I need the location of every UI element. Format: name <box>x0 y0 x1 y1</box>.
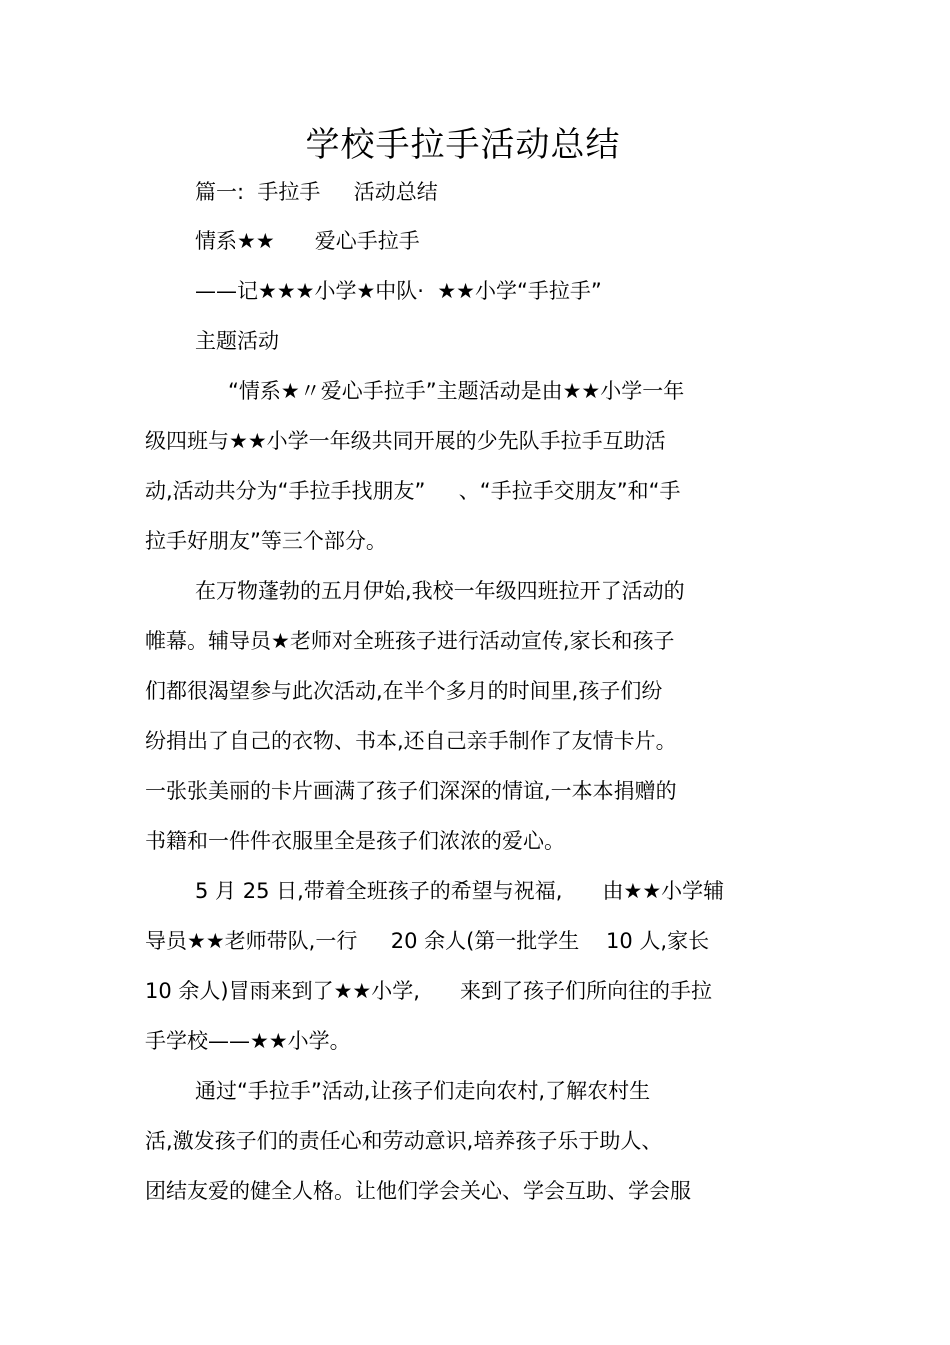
paragraph-line: 5 月 25 日,带着全班孩子的希望与祝福, 由★★小学辅 <box>195 879 725 903</box>
paragraph-line: 们都很渴望参与此次活动,在半个多月的时间里,孩子们纷 <box>145 679 663 703</box>
paragraph-line: 导员★★老师带队,一行 20 余人(第一批学生 10 人,家长 <box>145 929 710 953</box>
paragraph-line: 级四班与★★小学一年级共同开展的少先队手拉手互助活 <box>145 429 666 453</box>
paragraph-line: 团结友爱的健全人格。让他们学会关心、学会互助、学会服 <box>145 1179 691 1203</box>
paragraph-line: 纷捐出了自己的衣物、书本,还自己亲手制作了友情卡片。 <box>145 729 677 753</box>
paragraph-line: 一张张美丽的卡片画满了孩子们深深的情谊,一本本捐赠的 <box>145 779 677 803</box>
paragraph-line: 活,激发孩子们的责任心和劳动意识,培养孩子乐于助人、 <box>145 1129 663 1153</box>
subtitle-line: 情系★★ 爱心手拉手 <box>195 229 420 253</box>
paragraph-line: “情系★〃爱心手拉手”主题活动是由★★小学一年 <box>228 379 685 403</box>
paragraph-line: 通过“手拉手”活动,让孩子们走向农村,了解农村生 <box>195 1079 651 1103</box>
subtitle-line: ——记★★★小学★中队· ★★小学“手拉手” <box>195 279 602 303</box>
subtitle-line: 主题活动 <box>195 329 279 353</box>
section-heading: 篇一: 手拉手 活动总结 <box>195 180 438 204</box>
paragraph-line: 10 余人)冒雨来到了★★小学, 来到了孩子们所向往的手拉 <box>145 979 712 1003</box>
paragraph-line: 在万物蓬勃的五月伊始,我校一年级四班拉开了活动的 <box>195 579 685 603</box>
paragraph-line: 书籍和一件件衣服里全是孩子们浓浓的爱心。 <box>145 829 565 853</box>
paragraph-line: 手学校——★★小学。 <box>145 1029 351 1053</box>
paragraph-line: 动,活动共分为“手拉手找朋友” 、“手拉手交朋友”和“手 <box>145 479 681 503</box>
paragraph-line: 帷幕。辅导员★老师对全班孩子进行活动宣传,家长和孩子 <box>145 629 675 653</box>
document-title: 学校手拉手活动总结 <box>305 125 621 165</box>
paragraph-line: 拉手好朋友”等三个部分。 <box>145 529 387 553</box>
